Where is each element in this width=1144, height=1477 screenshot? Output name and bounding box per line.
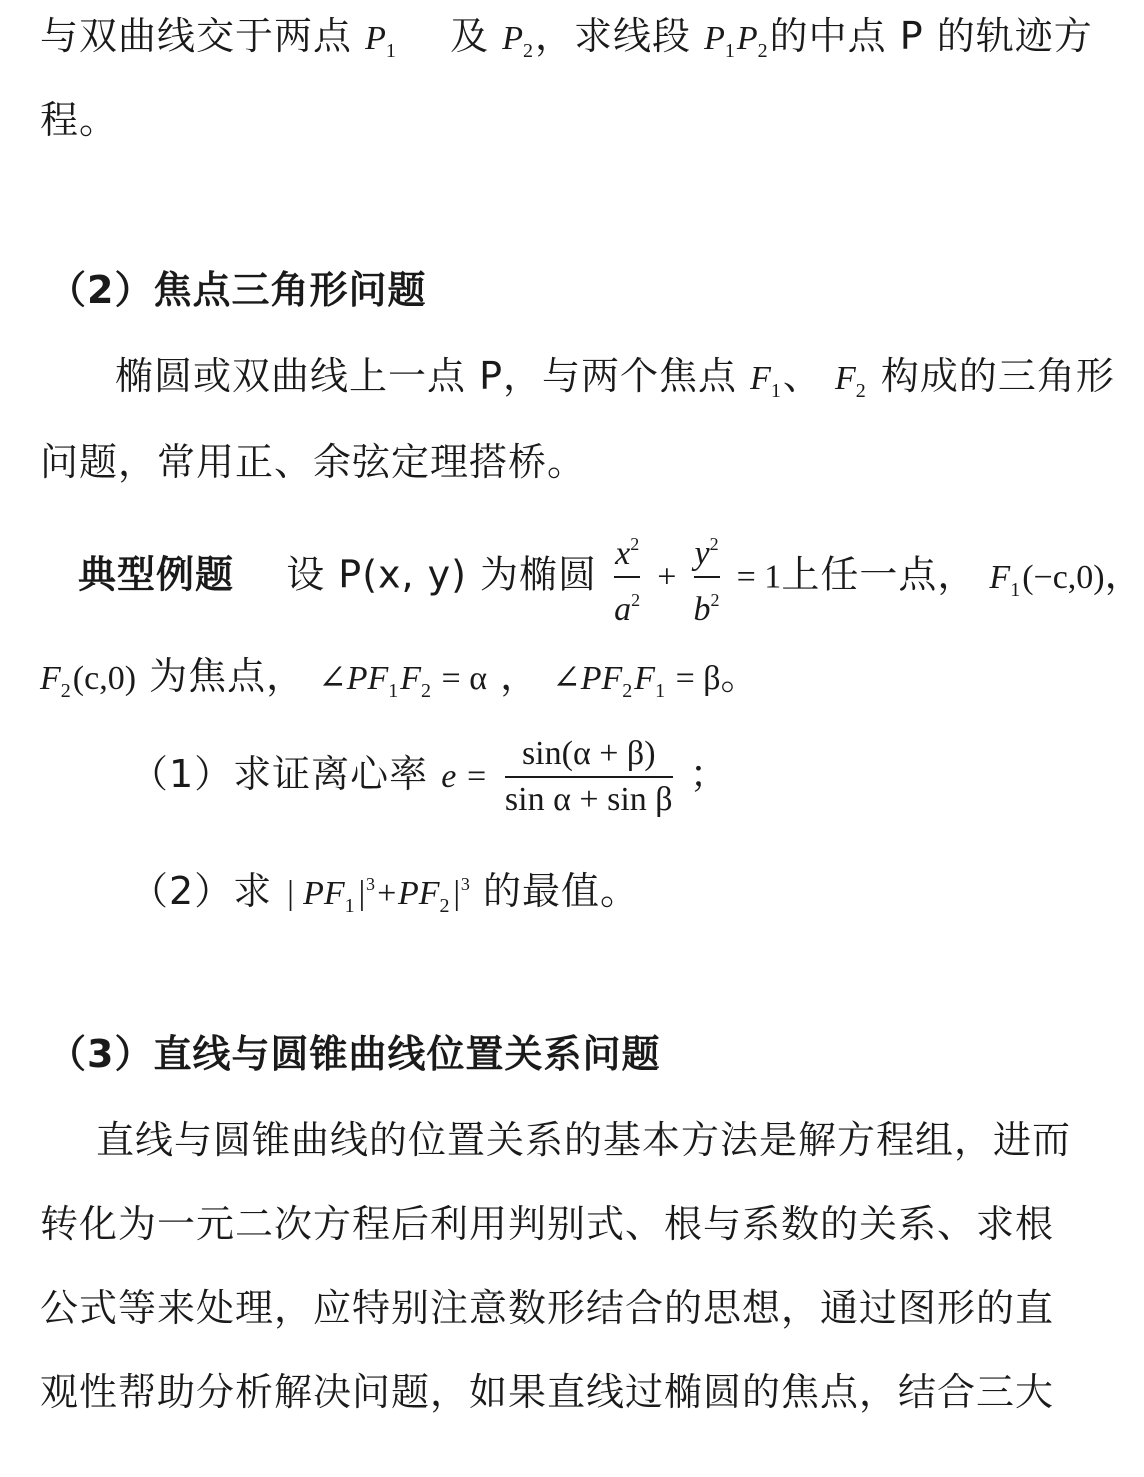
- text-segment: 与双曲线交于两点: [40, 14, 353, 58]
- text-segment: 上任一点，: [781, 552, 977, 597]
- math-F2: $F_2$: [834, 360, 866, 402]
- paragraph-line: 转化为一元二次方程后利用判别式、根与系数的关系、求根: [40, 1202, 1055, 1246]
- math-angle-beta: $\angle PF_2F_1 = \beta$: [552, 660, 721, 702]
- math-angle-alpha: $\angle PF_1F_2 = \alpha$: [318, 660, 488, 702]
- paragraph-line: [40, 440, 1040, 484]
- text-segment: 椭圆或双曲线上一点 P，与两个焦点: [115, 354, 737, 398]
- math-F1-point: $F_1(-c,0)$: [989, 558, 1105, 601]
- text-segment: （1）求证离心率: [130, 752, 429, 796]
- paragraph-line: 观性帮助分析解决问题，如果直线过椭圆的焦点，结合三大: [40, 1370, 1055, 1414]
- text-line-2: [40, 98, 1040, 142]
- equals-one: = 1: [736, 558, 782, 596]
- fraction-eccentricity: $\frac{\sin(\alpha + \beta)}{\text{sin α + sin β}}$: [504, 734, 673, 818]
- math-abs-expression: | $PF_1|^3+PF_2|^3$: [285, 874, 470, 917]
- text-segment: ；: [689, 752, 729, 796]
- fraction-y2-b2: $\frac{y^2}{b^2}$: [693, 534, 720, 628]
- text-segment: ，: [500, 654, 540, 698]
- fraction-x2-a2: $\frac{x^2}{a^2}$: [614, 534, 641, 628]
- text-line-1: [40, 14, 1093, 73]
- text-segment: 为焦点，: [149, 654, 306, 698]
- math-P1: $P_1$: [365, 20, 396, 62]
- plus-sign: +: [657, 558, 677, 596]
- text-segment: 的中点 P 的轨迹方: [769, 14, 1093, 58]
- section-heading-2: （2）焦点三角形问题: [48, 268, 427, 312]
- math-e-equals: e =: [441, 758, 488, 795]
- text-segment: 及: [450, 14, 490, 58]
- text-segment: 程。: [40, 98, 119, 142]
- text-segment: 构成的三角形: [880, 354, 1115, 398]
- paragraph-line: [115, 354, 1115, 413]
- example-line: [78, 524, 1144, 632]
- math-P1P2: $P_1P_2$: [704, 20, 768, 62]
- text-segment: ，: [1104, 552, 1144, 597]
- example-label: 典型例题: [78, 552, 235, 597]
- text-segment: 设 P(x, y) 为椭圆: [286, 552, 598, 597]
- math-F2-point: $F_2(c,0)$: [40, 660, 137, 702]
- paragraph-line: 直线与圆锥曲线的位置关系的基本方法是解方程组，进而: [96, 1118, 1072, 1162]
- text-line-foci: [40, 654, 1040, 713]
- question-1: [130, 732, 1040, 820]
- text-segment: 、: [782, 354, 822, 398]
- math-F1: $F_1$: [750, 360, 781, 402]
- question-2: [130, 862, 1040, 928]
- text-segment: （2）求: [130, 869, 273, 913]
- math-P2: $P_2$: [502, 20, 533, 62]
- section-heading-3: （3）直线与圆锥曲线位置关系问题: [48, 1032, 661, 1076]
- text-segment: 。: [720, 654, 760, 698]
- text-segment: 问题，常用正、余弦定理搭桥。: [40, 440, 587, 484]
- text-segment: ，求线段: [534, 14, 691, 58]
- paragraph-line: 公式等来处理，应特别注意数形结合的思想，通过图形的直: [40, 1286, 1055, 1330]
- text-segment: 的最值。: [482, 869, 639, 913]
